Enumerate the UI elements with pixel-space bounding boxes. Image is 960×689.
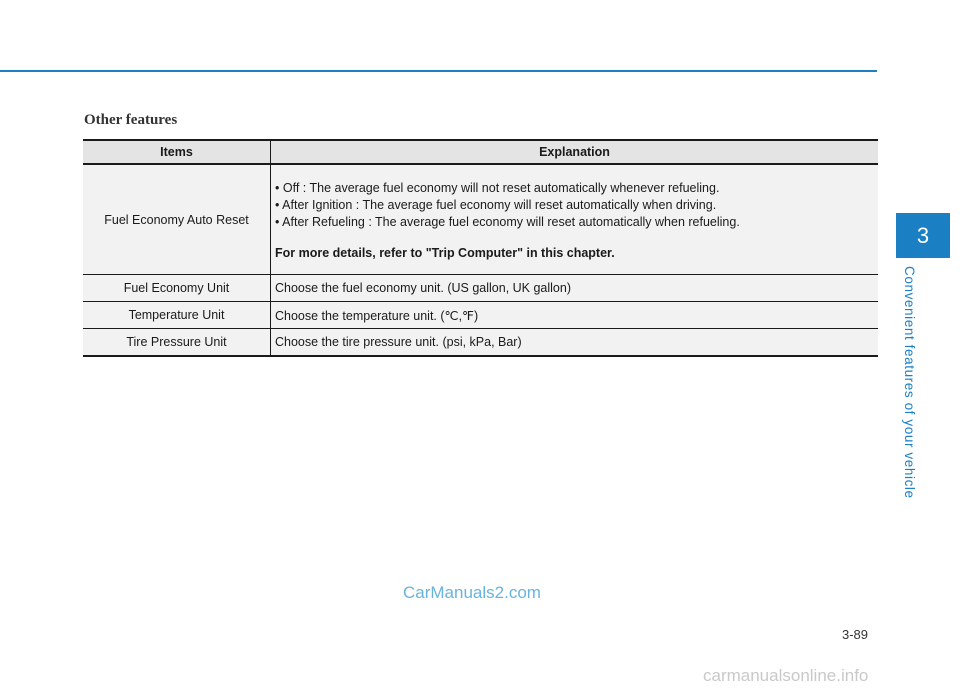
features-table-grid [83, 139, 878, 357]
explanation-cell: Choose the tire pressure unit. (psi, kPa, Bar) [271, 329, 879, 357]
footer-watermark: carmanualsonline.info [703, 666, 869, 685]
item-cell: Temperature Unit [83, 302, 271, 329]
list-item: • After Ignition : The average fuel economy will reset automatically when driving. [275, 197, 717, 212]
explanation-list [275, 180, 874, 231]
watermark-link[interactable]: CarManuals2.com [403, 583, 541, 602]
item-cell: Fuel Economy Auto Reset [83, 164, 271, 275]
top-rule [0, 70, 877, 72]
list-item: • Off : The average fuel economy will not reset automatically whenever refueling. [275, 180, 720, 195]
explanation-cell: Choose the temperature unit. (℃,℉) [271, 302, 879, 329]
page-number: 3-89 [842, 627, 869, 642]
table-row [83, 164, 878, 275]
header-explanation: Explanation [271, 140, 879, 164]
chapter-tab: 3 [896, 213, 950, 258]
table-row [83, 329, 878, 357]
chapter-title: Convenient features of your vehicle [902, 266, 917, 499]
detail-note: For more details, refer to "Trip Computer" in this chapter. [275, 245, 615, 260]
section-title: Other features [84, 112, 178, 128]
list-item: • After Refueling : The average fuel economy will reset automatically when refueling. [275, 214, 740, 229]
table-row [83, 302, 878, 329]
table-row [83, 275, 878, 302]
header-items: Items [83, 140, 271, 164]
features-table [83, 139, 878, 357]
table-header-row [83, 140, 878, 164]
explanation-cell [271, 164, 879, 275]
explanation-cell: Choose the fuel economy unit. (US gallon, UK gallon) [271, 275, 879, 302]
item-cell: Tire Pressure Unit [83, 329, 271, 357]
item-cell: Fuel Economy Unit [83, 275, 271, 302]
